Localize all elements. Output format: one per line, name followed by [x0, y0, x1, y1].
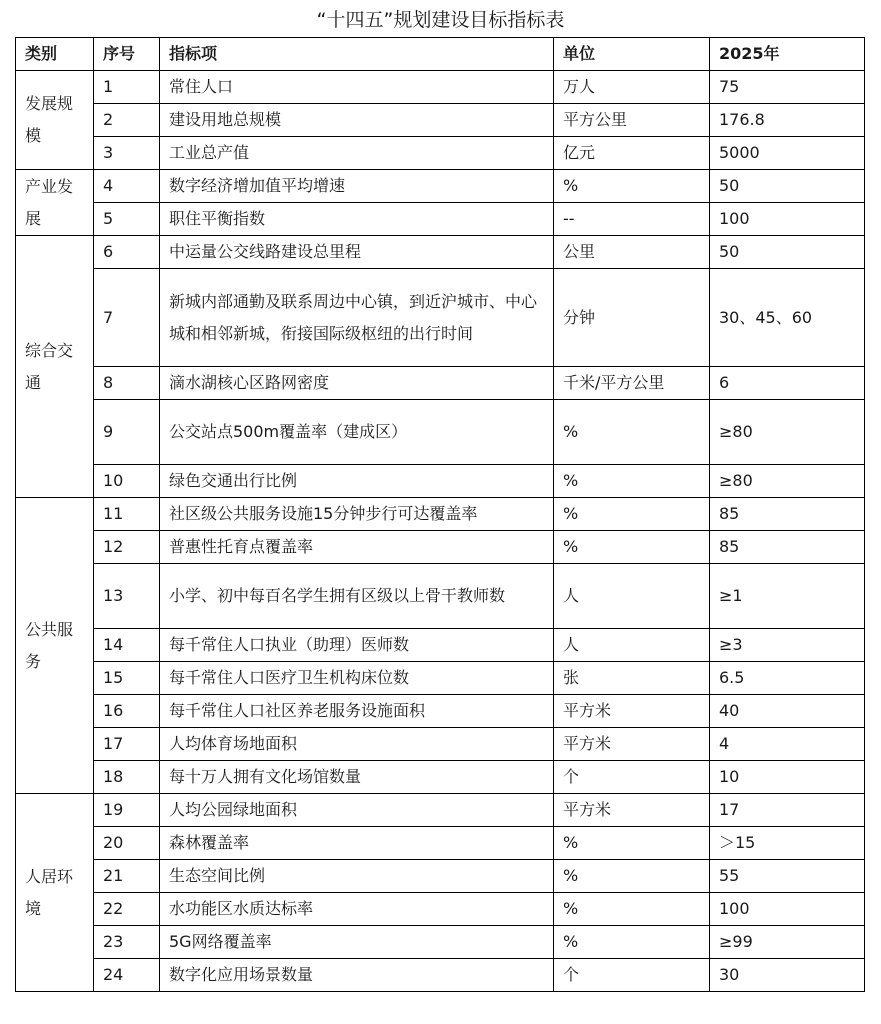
indicator-cell: 水功能区水质达标率 — [160, 893, 554, 926]
seq-cell: 22 — [94, 893, 160, 926]
seq-cell: 12 — [94, 531, 160, 564]
indicator-cell: 社区级公共服务设施15分钟步行可达覆盖率 — [160, 498, 554, 531]
value-cell: 30 — [710, 959, 865, 992]
table-row — [16, 564, 865, 629]
value-cell: 50 — [710, 170, 865, 203]
indicator-cell: 生态空间比例 — [160, 860, 554, 893]
indicator-table — [15, 37, 865, 992]
unit-cell: 千米/平方公里 — [554, 367, 710, 400]
table-row — [16, 465, 865, 498]
header-indicator: 指标项 — [160, 38, 554, 71]
indicator-cell: 建设用地总规模 — [160, 104, 554, 137]
value-cell: 6 — [710, 367, 865, 400]
unit-cell: % — [554, 860, 710, 893]
unit-cell: % — [554, 531, 710, 564]
value-cell: ≥3 — [710, 629, 865, 662]
unit-cell: -- — [554, 203, 710, 236]
value-cell: 55 — [710, 860, 865, 893]
unit-cell: 个 — [554, 959, 710, 992]
table-row — [16, 531, 865, 564]
value-cell: ≥99 — [710, 926, 865, 959]
category-cell: 人居环境 — [16, 794, 94, 992]
unit-cell: 分钟 — [554, 269, 710, 367]
table-row — [16, 170, 865, 203]
unit-cell: 亿元 — [554, 137, 710, 170]
value-cell: 176.8 — [710, 104, 865, 137]
seq-cell: 23 — [94, 926, 160, 959]
indicator-cell: 新城内部通勤及联系周边中心镇，到近沪城市、中心城和相邻新城，衔接国际级枢纽的出行时间 — [160, 269, 554, 367]
table-row — [16, 498, 865, 531]
indicator-cell: 职住平衡指数 — [160, 203, 554, 236]
table-row — [16, 71, 865, 104]
indicator-cell: 中运量公交线路建设总里程 — [160, 236, 554, 269]
unit-cell: % — [554, 465, 710, 498]
seq-cell: 3 — [94, 137, 160, 170]
category-cell: 综合交通 — [16, 236, 94, 498]
seq-cell: 21 — [94, 860, 160, 893]
indicator-cell: 小学、初中每百名学生拥有区级以上骨干教师数 — [160, 564, 554, 629]
value-cell: ≥80 — [710, 465, 865, 498]
value-cell: 85 — [710, 531, 865, 564]
unit-cell: % — [554, 400, 710, 465]
value-cell: 4 — [710, 728, 865, 761]
indicator-cell: 数字经济增加值平均增速 — [160, 170, 554, 203]
category-cell: 发展规模 — [16, 71, 94, 170]
indicator-cell: 森林覆盖率 — [160, 827, 554, 860]
seq-cell: 9 — [94, 400, 160, 465]
table-row — [16, 827, 865, 860]
value-cell: 6.5 — [710, 662, 865, 695]
seq-cell: 18 — [94, 761, 160, 794]
table-row — [16, 662, 865, 695]
table-row — [16, 367, 865, 400]
seq-cell: 11 — [94, 498, 160, 531]
unit-cell: 万人 — [554, 71, 710, 104]
indicator-cell: 每千常住人口执业（助理）医师数 — [160, 629, 554, 662]
seq-cell: 17 — [94, 728, 160, 761]
table-row — [16, 400, 865, 465]
table-row — [16, 860, 865, 893]
header-unit: 单位 — [554, 38, 710, 71]
indicator-cell: 人均体育场地面积 — [160, 728, 554, 761]
seq-cell: 4 — [94, 170, 160, 203]
indicator-cell: 每千常住人口医疗卫生机构床位数 — [160, 662, 554, 695]
value-cell: 100 — [710, 203, 865, 236]
unit-cell: % — [554, 827, 710, 860]
category-cell: 产业发展 — [16, 170, 94, 236]
header-seq: 序号 — [94, 38, 160, 71]
unit-cell: % — [554, 926, 710, 959]
value-cell: ≥1 — [710, 564, 865, 629]
unit-cell: % — [554, 498, 710, 531]
value-cell: ≥80 — [710, 400, 865, 465]
seq-cell: 15 — [94, 662, 160, 695]
value-cell: 100 — [710, 893, 865, 926]
table-row — [16, 959, 865, 992]
indicator-cell: 每十万人拥有文化场馆数量 — [160, 761, 554, 794]
indicator-cell: 每千常住人口社区养老服务设施面积 — [160, 695, 554, 728]
category-cell: 公共服务 — [16, 498, 94, 794]
value-cell: 85 — [710, 498, 865, 531]
value-cell: 75 — [710, 71, 865, 104]
seq-cell: 13 — [94, 564, 160, 629]
table-row — [16, 794, 865, 827]
unit-cell: 张 — [554, 662, 710, 695]
seq-cell: 19 — [94, 794, 160, 827]
unit-cell: 平方公里 — [554, 104, 710, 137]
indicator-cell: 滴水湖核心区路网密度 — [160, 367, 554, 400]
indicator-cell: 数字化应用场景数量 — [160, 959, 554, 992]
value-cell: 30、45、60 — [710, 269, 865, 367]
table-row — [16, 203, 865, 236]
table-row — [16, 269, 865, 367]
table-row — [16, 761, 865, 794]
unit-cell: 平方米 — [554, 695, 710, 728]
indicator-cell: 绿色交通出行比例 — [160, 465, 554, 498]
unit-cell: 人 — [554, 629, 710, 662]
unit-cell: 平方米 — [554, 728, 710, 761]
header-row — [16, 38, 865, 71]
value-cell: ＞15 — [710, 827, 865, 860]
table-row — [16, 137, 865, 170]
value-cell: 50 — [710, 236, 865, 269]
seq-cell: 20 — [94, 827, 160, 860]
value-cell: 10 — [710, 761, 865, 794]
seq-cell: 1 — [94, 71, 160, 104]
table-row — [16, 728, 865, 761]
table-row — [16, 104, 865, 137]
table-body — [16, 71, 865, 992]
indicator-cell: 5G网络覆盖率 — [160, 926, 554, 959]
value-cell: 5000 — [710, 137, 865, 170]
seq-cell: 7 — [94, 269, 160, 367]
indicator-cell: 人均公园绿地面积 — [160, 794, 554, 827]
unit-cell: 人 — [554, 564, 710, 629]
seq-cell: 14 — [94, 629, 160, 662]
seq-cell: 2 — [94, 104, 160, 137]
value-cell: 40 — [710, 695, 865, 728]
header-year: 2025年 — [710, 38, 865, 71]
unit-cell: % — [554, 170, 710, 203]
value-cell: 17 — [710, 794, 865, 827]
indicator-cell: 常住人口 — [160, 71, 554, 104]
header-category: 类别 — [16, 38, 94, 71]
seq-cell: 24 — [94, 959, 160, 992]
unit-cell: % — [554, 893, 710, 926]
table-row — [16, 893, 865, 926]
table-row — [16, 695, 865, 728]
table-row — [16, 926, 865, 959]
table-row — [16, 629, 865, 662]
indicator-cell: 工业总产值 — [160, 137, 554, 170]
unit-cell: 公里 — [554, 236, 710, 269]
unit-cell: 个 — [554, 761, 710, 794]
table-row — [16, 236, 865, 269]
seq-cell: 16 — [94, 695, 160, 728]
indicator-cell: 普惠性托育点覆盖率 — [160, 531, 554, 564]
indicator-cell: 公交站点500m覆盖率（建成区） — [160, 400, 554, 465]
seq-cell: 10 — [94, 465, 160, 498]
table-title: “十四五”规划建设目标指标表 — [316, 9, 565, 31]
seq-cell: 6 — [94, 236, 160, 269]
seq-cell: 8 — [94, 367, 160, 400]
seq-cell: 5 — [94, 203, 160, 236]
unit-cell: 平方米 — [554, 794, 710, 827]
